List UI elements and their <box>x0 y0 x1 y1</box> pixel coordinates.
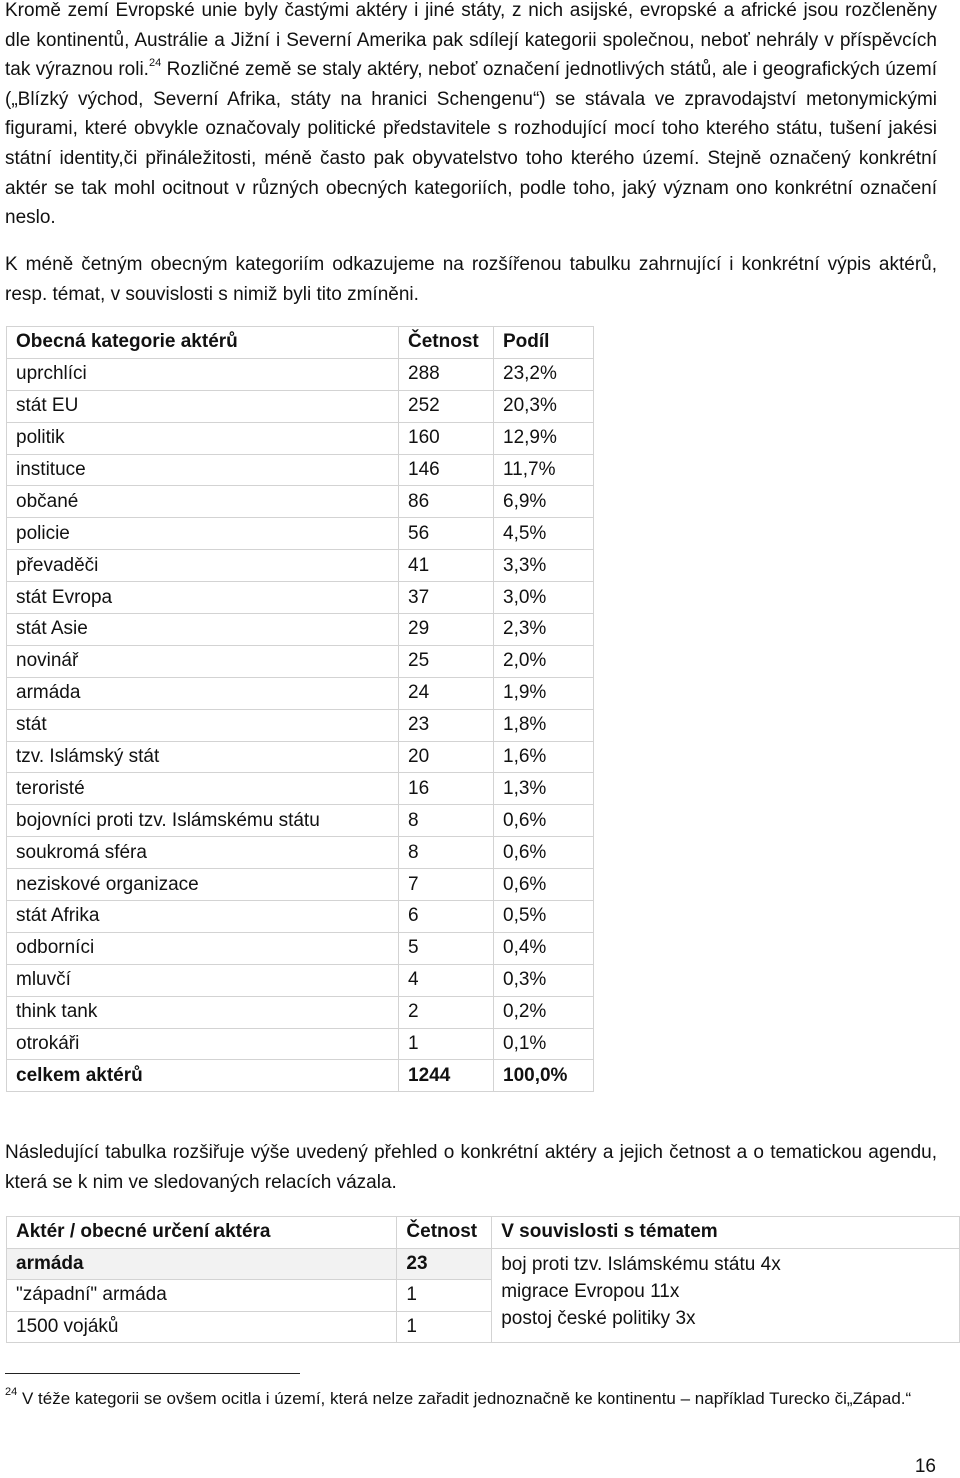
table-row: think tank 2 0,2% <box>7 996 594 1028</box>
table-row: teroristé 16 1,3% <box>7 773 594 805</box>
table-row: instituce 146 11,7% <box>7 454 594 486</box>
paragraph-table2-intro: Následující tabulka rozšiřuje výše uvedený přehled o konkrétní aktéry a jejich četnost a o tematickou agendu, která se k nim ve sledovaných relacích vázala. <box>5 1142 937 1193</box>
header-category: Obecná kategorie aktérů <box>7 327 399 359</box>
header-frequency: Četnost <box>399 327 494 359</box>
footnote-divider <box>5 1373 300 1374</box>
table-row: stát Asie 29 2,3% <box>7 614 594 646</box>
table-row: stát Evropa 37 3,0% <box>7 582 594 614</box>
footnote: $^{24}$ V téže kategorii se ovšem ocitla i území, která nelze zařadit jednoznačně ke kontinentu – například Turecko či„Západ.“ <box>5 1386 912 1408</box>
header-actor: Aktér / obecné určení aktéra <box>7 1217 397 1249</box>
table-row: soukromá sféra 8 0,6% <box>7 837 594 869</box>
table-row: stát EU 252 20,3% <box>7 390 594 422</box>
footnote-number: 24 <box>5 1386 18 1399</box>
actors-topics-table <box>6 1216 960 1343</box>
topic-item: postoj české politiky 3x <box>501 1307 696 1329</box>
table-row: převaděči 41 3,3% <box>7 550 594 582</box>
table-row: policie 56 4,5% <box>7 518 594 550</box>
table-row: bojovníci proti tzv. Islámskému státu 8 0,6% <box>7 805 594 837</box>
actor-categories-table <box>6 326 594 1092</box>
table-header-row <box>7 327 594 359</box>
table-row: odborníci 5 0,4% <box>7 932 594 964</box>
paragraph-table-reference: K méně četným obecným kategoriím odkazujeme na rozšířenou tabulku zahrnující i konkrétní výpis aktérů, resp. témat, v souvislosti s nimiž byli tito zmíněni. <box>5 254 937 305</box>
topics-cell <box>492 1248 960 1343</box>
header-topic: V souvislosti s tématem <box>492 1217 960 1249</box>
header-frequency: Četnost <box>397 1217 492 1249</box>
paragraph-actors-intro: Kromě zemí Evropské unie byly častými aktéry i jiné státy, z nich asijské, evropské a africké jsou rozčleněny dle kontinentů, Austrálie a Jižní i Severní Amerika pak sdílejí kategorii společnou, neboť nehrály v příspěvcích tak výraznou roli.$^{24}$ Rozličné země se staly aktéry, neboť označení jednotlivých států, ale i geografických území („Blízký východ, Severní Afrika, státy na hranici Schengenu“) se stávala ve zpravodajství metonymickými figurami, které obvykle označovaly politické představitele s rozhodující mocí toho kterého státu, tušení jakési státní identity,či přináležitosti, méně často pak obyvatelstvo toho kterého území. Stejně označený konkrétní aktér se tak mohl ocitnout v různých obecných kategoriích, podle toho, jaký význam ono konkrétní označení neslo. <box>5 0 937 229</box>
footnote-ref[interactable]: 24 <box>148 56 162 69</box>
table-row: mluvčí 4 0,3% <box>7 964 594 996</box>
table-row: uprchlíci 288 23,2% <box>7 358 594 390</box>
table-row: stát 23 1,8% <box>7 709 594 741</box>
table-row: tzv. Islámský stát 20 1,6% <box>7 741 594 773</box>
table-row: novinář 25 2,0% <box>7 645 594 677</box>
table-row: stát Afrika 6 0,5% <box>7 901 594 933</box>
table-row: armáda 24 1,9% <box>7 677 594 709</box>
table-row: neziskové organizace 7 0,6% <box>7 869 594 901</box>
table-row: otrokáři 1 0,1% <box>7 1028 594 1060</box>
table-header-row <box>7 1217 960 1249</box>
table-row: "západní" armáda 1 <box>7 1280 960 1312</box>
table-row: občané 86 6,9% <box>7 486 594 518</box>
table-row: politik 160 12,9% <box>7 422 594 454</box>
topic-item: migrace Evropou 11x <box>501 1280 680 1302</box>
table-row: 1500 vojáků 1 <box>7 1311 960 1343</box>
page-number: 16 <box>914 1456 936 1477</box>
topic-item: boj proti tzv. Islámskému státu 4x <box>501 1253 781 1275</box>
header-share: Podíl <box>494 327 594 359</box>
table-row: armáda 23 boj proti tzv. Islámskému státu 4x migrace Evropou 11x postoj české politiky 3x <box>7 1248 960 1280</box>
table-total-row: celkem aktérů 1244 100,0% <box>7 1060 594 1092</box>
